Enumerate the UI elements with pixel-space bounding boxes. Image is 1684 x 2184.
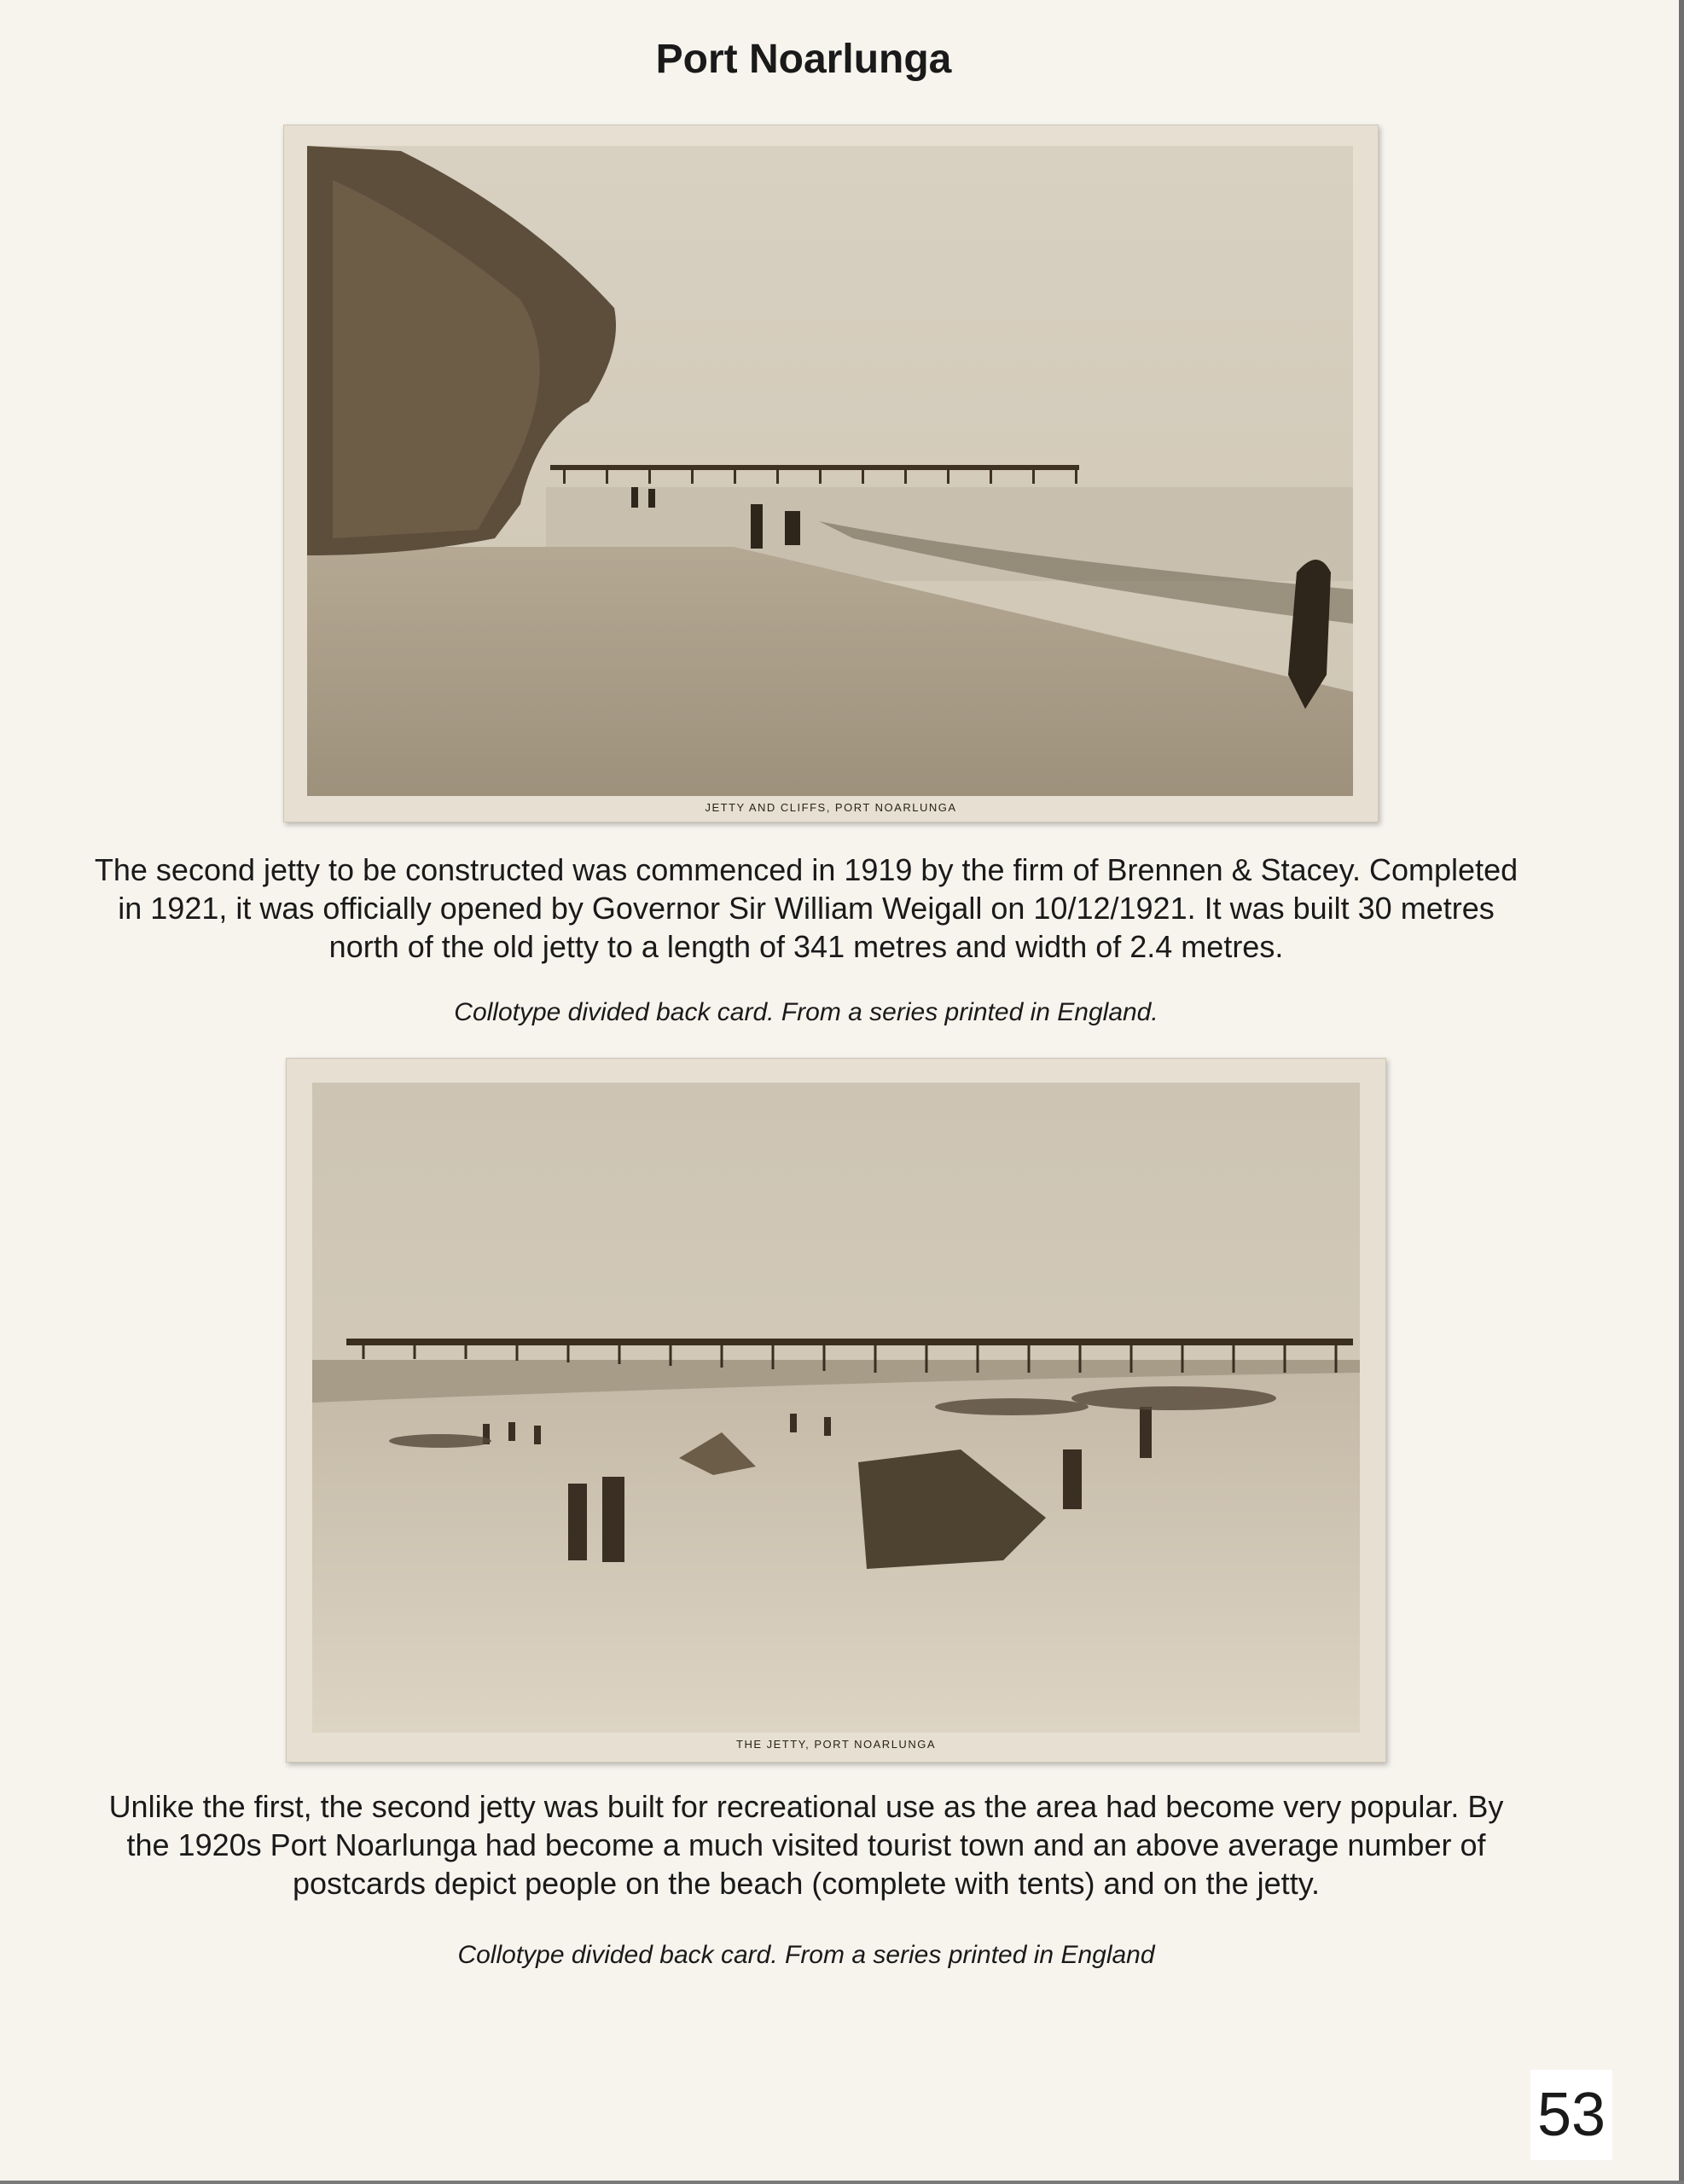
description-paragraph: The second jetty to be constructed was commenced in 1919 by the firm of Brennen & Stacey. Completed in 1921, it was officially opened by Governor Sir William Weigall on 10/12/1921. It was built 30 metres north of the old jetty to a length of 341 metres and width of 2.4 metres. bbox=[94, 852, 1519, 964]
page-title: Port Noarlunga bbox=[655, 37, 952, 82]
postcard-the-jetty bbox=[286, 1058, 1386, 1763]
postcard-caption: THE JETTY, PORT NOARLUNGA bbox=[736, 1738, 936, 1751]
description-paragraph: Unlike the first, the second jetty was built for recreational use as the area had become very popular. By the 1920s Port Noarlunga had become a much visited tourist town and an above average number of postcards depict people on the beach (complete with tents) and on the jetty. bbox=[108, 1789, 1504, 1901]
card-note: Collotype divided back card. From a series printed in England bbox=[457, 1941, 1155, 1969]
postcard-caption: JETTY AND CLIFFS, PORT NOARLUNGA bbox=[705, 801, 957, 814]
postcard-photo-cliffs bbox=[307, 146, 1353, 796]
postcard-jetty-and-cliffs bbox=[283, 125, 1379, 822]
page-bottom-edge bbox=[0, 2181, 1684, 2184]
page-number: 53 bbox=[1530, 2070, 1612, 2160]
postcard-photo-jetty bbox=[312, 1083, 1360, 1733]
card-note: Collotype divided back card. From a series printed in England. bbox=[454, 998, 1158, 1026]
page-right-edge bbox=[1679, 0, 1684, 2184]
